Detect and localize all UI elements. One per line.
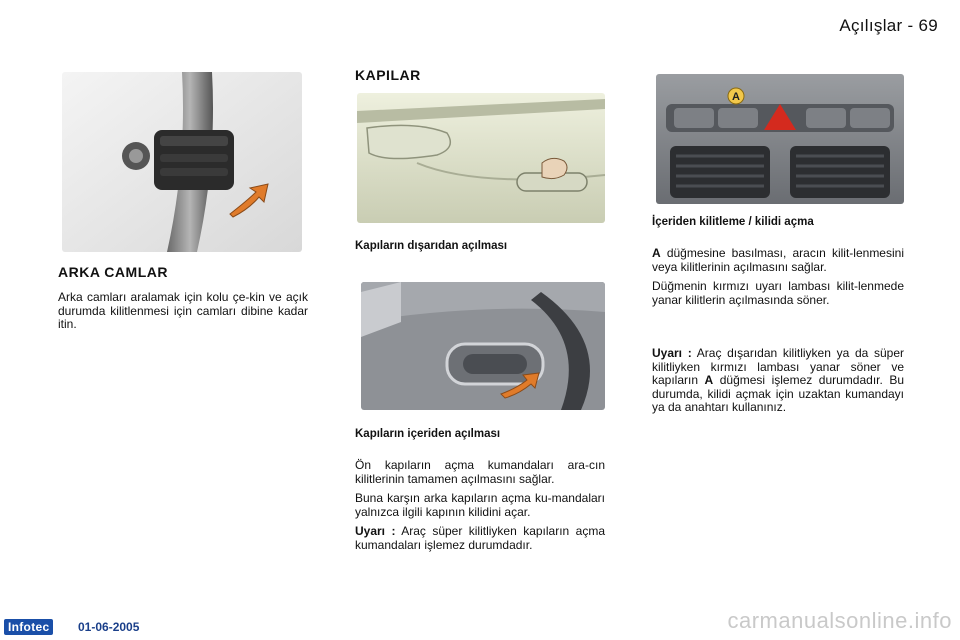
site-watermark: carmanualsonline.info [727,608,952,633]
inside-locking-paragraph-1 [652,247,904,274]
warning-button-letter: A [704,373,714,387]
central-locking-button-figure [656,74,904,204]
inside-locking-text [652,247,904,313]
inside-door-handle-figure [361,282,605,410]
warning-label: Uyarı : [652,346,692,360]
figure-label-a: A [732,91,740,103]
inside-opening-paragraph-2: Buna karşın arka kapıların açma ku-mandaları yalnızca ilgili kapının kilidini açar. [355,491,605,519]
inside-opening-text [355,459,605,558]
locking-warning-paragraph [652,347,904,415]
rear-window-latch-figure [62,72,302,252]
inside-locking-title: İçeriden kilitleme / kilidi açma [652,216,814,228]
rear-windows-title: ARKA CAMLAR [58,264,168,280]
inside-locking-warning [652,347,904,421]
page-title: Açılışlar - 69 [839,16,938,35]
rear-windows-text: Arka camları aralamak için kolu çe-kin ve açık durumda kilitlenmesi için camları dibine kadar itin. [58,290,308,331]
inside-opening-warning [355,525,605,552]
inside-opening-paragraph-1: Ön kapıların açma kumandaları ara-cın kilitlerinin tamamen açılmasını sağlar. [355,458,605,486]
warning-label: Uyarı : [355,524,396,538]
inside-opening-title: Kapıların içeriden açılması [355,428,501,440]
outside-door-handle-figure [357,93,605,223]
warning-text: Araç süper kilitliyken kapıların açma kumandaları işlemez durumdadır. [355,524,605,552]
infotec-badge: Infotec [4,619,53,635]
inside-locking-paragraph-1-text: düğmesine basılması, aracın kilit-lenmesini veya kilitlerinin açılmasını sağlar. [652,246,904,274]
button-letter: A [652,246,661,260]
outside-opening-caption: Kapıların dışarıdan açılması [355,240,508,252]
print-date: 01-06-2005 [78,620,140,634]
hand-pull-icon [542,158,567,178]
locking-warning-text-2: düğmesi işlemez durumdadır. Bu durumda, kilidi açmak için uzaktan kumandayı ya da anahtarı kullanınız. [652,373,904,414]
inside-locking-paragraph-2: Düğmenin kırmızı uyarı lambası kilit-lenmede yanar kilitlerin açılmasında söner. [652,279,904,307]
locking-warning-text-1: Araç dışarıdan kilitliyken ya da süper kilitliyken kırmızı lambası yanar söner ve kapıların [652,346,905,387]
doors-title: KAPILAR [355,67,421,83]
